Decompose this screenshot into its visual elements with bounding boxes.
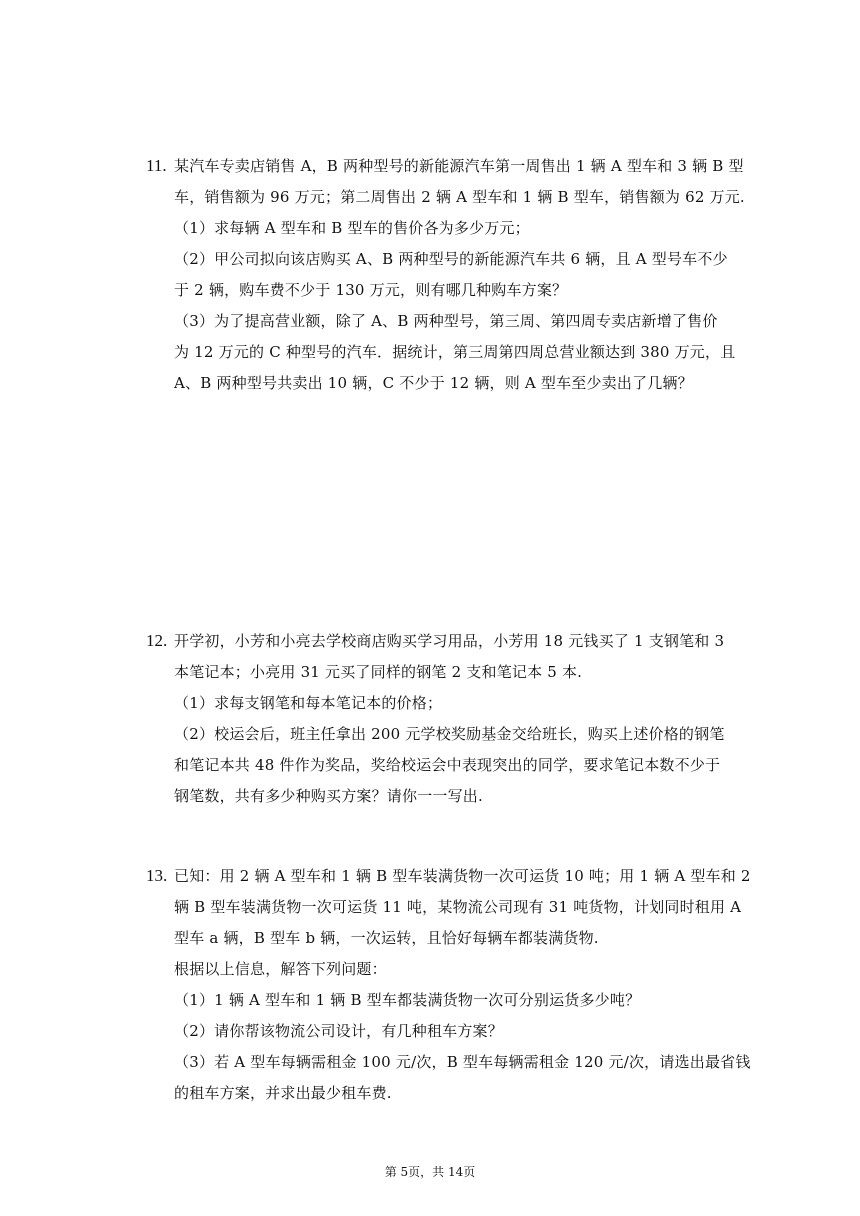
problem-text-line: 为 12 万元的 C 种型号的汽车．据统计，第三周第四周总营业额达到 380 万元，且 — [174, 343, 736, 361]
problem-text-line: （3）若 A 型车每辆需租金 100 元/次，B 型车每辆需租金 120 元/次，请选出最省钱 — [174, 1053, 751, 1071]
problem-text-line: （2）甲公司拟向该店购买 A、B 两种型号的新能源汽车共 6 辆，且 A 型号车不少 — [174, 250, 728, 268]
problem-text-line: 本笔记本；小亮用 31 元买了同样的钢笔 2 支和笔记本 5 本. — [174, 663, 583, 681]
problem-text-line: 根据以上信息，解答下列问题： — [174, 960, 387, 978]
problem-text-line: （1）1 辆 A 型车和 1 辆 B 型车都装满货物一次可分别运货多少吨？ — [174, 991, 641, 1009]
problem-text-line: 于 2 辆，购车费不少于 130 万元，则有哪几种购车方案？ — [174, 281, 568, 299]
problem-text-line: 钢笔数，共有多少种购买方案？请你一一写出. — [174, 787, 483, 805]
problem-number: 11. — [146, 156, 167, 175]
problem-number: 13. — [146, 866, 168, 885]
problem-text-line: 开学初，小芳和小亮去学校商店购买学习用品，小芳用 18 元钱买了 1 支钢笔和 3 — [174, 632, 725, 650]
problem-text-line: （2）校运会后，班主任拿出 200 元学校奖励基金交给班长，购买上述价格的钢笔 — [174, 725, 725, 743]
problem-text-line: （2）请你帮该物流公司设计，有几种租车方案？ — [174, 1022, 503, 1040]
problem-text-line: 某汽车专卖店销售 A，B 两种型号的新能源汽车第一周售出 1 辆 A 型车和 3 辆 B 型 — [174, 157, 744, 175]
problem-number: 12. — [146, 631, 168, 650]
problem-text-line: 的租车方案，并求出最少租车费. — [174, 1084, 392, 1102]
problem-text-line: 型车 a 辆，B 型车 b 辆，一次运转，且恰好每辆车都装满货物. — [174, 929, 599, 947]
problem-text-line: A、B 两种型号共卖出 10 辆，C 不少于 12 辆，则 A 型车至少卖出了几辆？ — [174, 374, 693, 392]
problem-text-line: 已知：用 2 辆 A 型车和 1 辆 B 型车装满货物一次可运货 10 吨；用 1 辆 A 型车和 2 — [174, 867, 751, 885]
page-footer: 第 5页，共 14页 — [384, 1165, 476, 1179]
problem-text-line: （1）求每辆 A 型车和 B 型车的售价各为多少万元； — [174, 219, 530, 237]
problem-text-line: 车，销售额为 96 万元；第二周售出 2 辆 A 型车和 1 辆 B 型车，销售额为 62 万元. — [174, 188, 745, 206]
problem-text-line: （3）为了提高营业额，除了 A、B 两种型号，第三周、第四周专卖店新增了售价 — [174, 312, 718, 330]
problem-text-line: （1）求每支钢笔和每本笔记本的价格； — [174, 694, 443, 712]
problem-text-line: 和笔记本共 48 件作为奖品，奖给校运会中表现突出的同学，要求笔记本数不少于 — [174, 756, 721, 774]
problem-text-line: 辆 B 型车装满货物一次可运货 11 吨，某物流公司现有 31 吨货物，计划同时租用 A — [174, 898, 742, 916]
